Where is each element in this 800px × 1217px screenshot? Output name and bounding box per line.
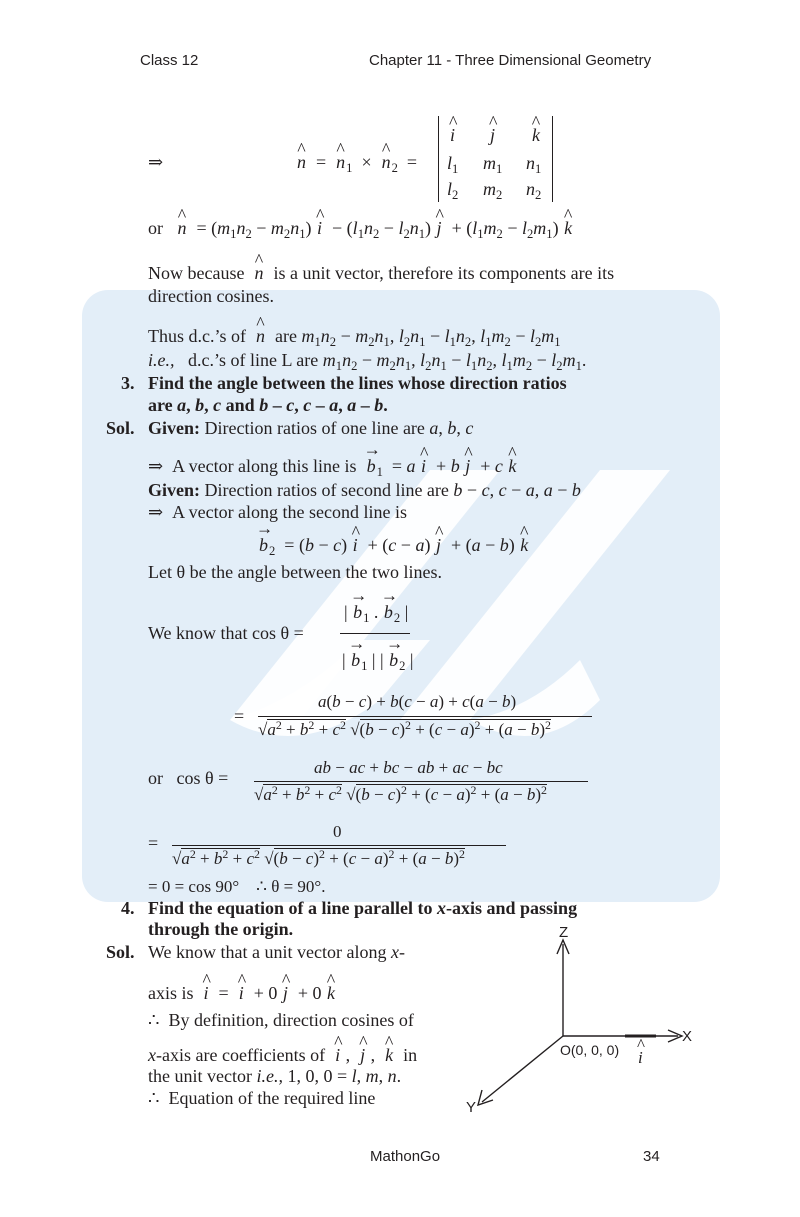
unit-vector-text-2: axis is ^ i = ^ i + 0 ^ j + 0 ^ k <box>148 983 336 1004</box>
dc-line-l: i.e., d.c.’s of line L are $m_1n_2 - m_2n_1$, $l_2n_1 - l_1n_2$, $l_1m_2 - l_2m_1$. <box>148 350 587 373</box>
unit-vector-i-label: ^ i <box>637 1048 644 1068</box>
vector-b1-line: ⇒ A vector along this line is → $b_1 = a$ ^ i + b ^ j + c ^ k <box>148 456 517 477</box>
solution-label-2: Sol. <box>106 942 135 962</box>
determinant-right-bar <box>552 116 553 202</box>
determinant-row-3: $m_2$ <box>483 179 503 202</box>
solution-label: Sol. <box>106 418 135 438</box>
problem-3-question-line-1: Find the angle between the lines whose direction ratios <box>148 373 567 393</box>
axes-diagram <box>460 922 710 1122</box>
dc-result-line: Thus d.c.’s of ^ n are $m_1n_2 - m_2n_1$, $l_2n_1 - l_1n_2$, $l_1m_2 - l_2m_1$ <box>148 326 561 347</box>
theta-result: = 0 = cos 90° ∴ θ = 90°. <box>148 877 326 896</box>
vector-b2-intro: ⇒ A vector along the second line is <box>148 502 408 522</box>
determinant-row-3: $l_2$ <box>447 179 459 202</box>
substitution-numerator: a(b − c) + b(c − a) + c(a − b) <box>318 692 517 711</box>
equation-text: ∴ Equation of the required line <box>148 1088 376 1108</box>
problem-4-number: 4. <box>121 898 135 918</box>
problem-3-number: 3. <box>121 373 135 393</box>
determinant-row-2: $m_1$ <box>483 153 503 176</box>
problem-4-question-line-2: through the origin. <box>148 919 294 939</box>
given-line-2: Given: Direction ratios of second line are b − c, c − a, a − b <box>148 480 581 500</box>
x-axis-label: X <box>682 1028 693 1045</box>
equals-sign: = <box>234 706 245 726</box>
substitution-fraction-bar <box>258 716 592 717</box>
zero-fraction-bar <box>172 845 506 846</box>
unit-vector-text-3: the unit vector i.e., 1, 0, 0 = l, m, n. <box>148 1066 402 1086</box>
implies-arrow: ⇒ <box>148 152 164 172</box>
vector-b2-line: → $b_2 = (b - c)$ ^ i + (c − a) ^ j + (a − b) ^ k <box>258 535 529 556</box>
determinant-row-1: ^ j <box>489 125 496 146</box>
class-label: Class 12 <box>140 52 199 69</box>
simplified-numerator: ab − ac + bc − ab + ac − bc <box>314 758 503 777</box>
y-axis-label: Y <box>466 1099 477 1116</box>
simplified-cos-label: or cos θ = <box>148 768 229 788</box>
theta-definition: Let θ be the angle between the two lines. <box>148 562 443 582</box>
paragraph-unit-vector-cont: direction cosines. <box>148 286 274 306</box>
zero-fraction-equals: = <box>148 833 159 853</box>
determinant-row-1: ^ i <box>449 125 456 146</box>
chapter-title: Chapter 11 - Three Dimensional Geometry <box>369 52 652 69</box>
zero-denominator: $√a^2 + b^2 + c^2$ $√(b - c)^2 + (c - a)^2 + (a - b)^2$ <box>172 847 465 868</box>
coefficients-text: x-axis are coefficients of ^ i , ^ j , ^ k in <box>148 1045 417 1066</box>
determinant-row-1: ^ k <box>531 125 541 146</box>
determinant-row-2: $n_1$ <box>526 153 542 176</box>
determinant-row-3: $n_2$ <box>526 179 542 202</box>
simplified-denominator: $√a^2 + b^2 + c^2$ $√(b - c)^2 + (c - a)^2 + (a - b)^2$ <box>254 783 547 804</box>
zero-numerator: 0 <box>333 822 342 841</box>
paragraph-unit-vector: Now because ^ n is a unit vector, therefore its components are its <box>148 263 614 284</box>
cos-theta-formula-label: We know that cos θ = <box>148 623 304 643</box>
given-line-1: Given: Direction ratios of one line are a, b, c <box>148 418 474 438</box>
origin-label: O(0, 0, 0) <box>560 1042 620 1058</box>
cos-theta-numerator: | → $b_1$ . → $b_2$ | <box>344 602 408 623</box>
problem-4-question-line-1: Find the equation of a line parallel to x-axis and passing <box>148 898 578 918</box>
cos-theta-denominator: | → $b_1$ | | → $b_2$ | <box>342 650 414 671</box>
determinant-left-bar <box>438 116 439 202</box>
simplified-fraction-bar <box>254 781 588 782</box>
normal-vector-cross-product: ^ n = ^ $n_1$ × ^ $n_2$ = <box>296 152 417 173</box>
page-number: 34 <box>643 1148 660 1165</box>
definition-text: ∴ By definition, direction cosines of <box>148 1010 414 1030</box>
unit-vector-text-1: We know that a unit vector along x- <box>148 942 405 962</box>
footer-brand: MathonGo <box>370 1148 441 1165</box>
normal-vector-expansion: or ^ $n = (m_1n_2 - m_2n_1)$ ^ $i - (l_1n_2 - l_2n_1)$ ^ $j + (l_1m_2 - l_2m_1)$ ^ k <box>148 218 573 239</box>
z-axis-label: Z <box>559 924 569 941</box>
determinant-row-2: $l_1$ <box>447 153 459 176</box>
substitution-denominator: $√a^2 + b^2 + c^2$ $√(b - c)^2 + (c - a)^2 + (a - b)^2$ <box>258 718 551 739</box>
problem-3-question-line-2: are a, b, c and b – c, c – a, a – b. <box>148 395 388 415</box>
